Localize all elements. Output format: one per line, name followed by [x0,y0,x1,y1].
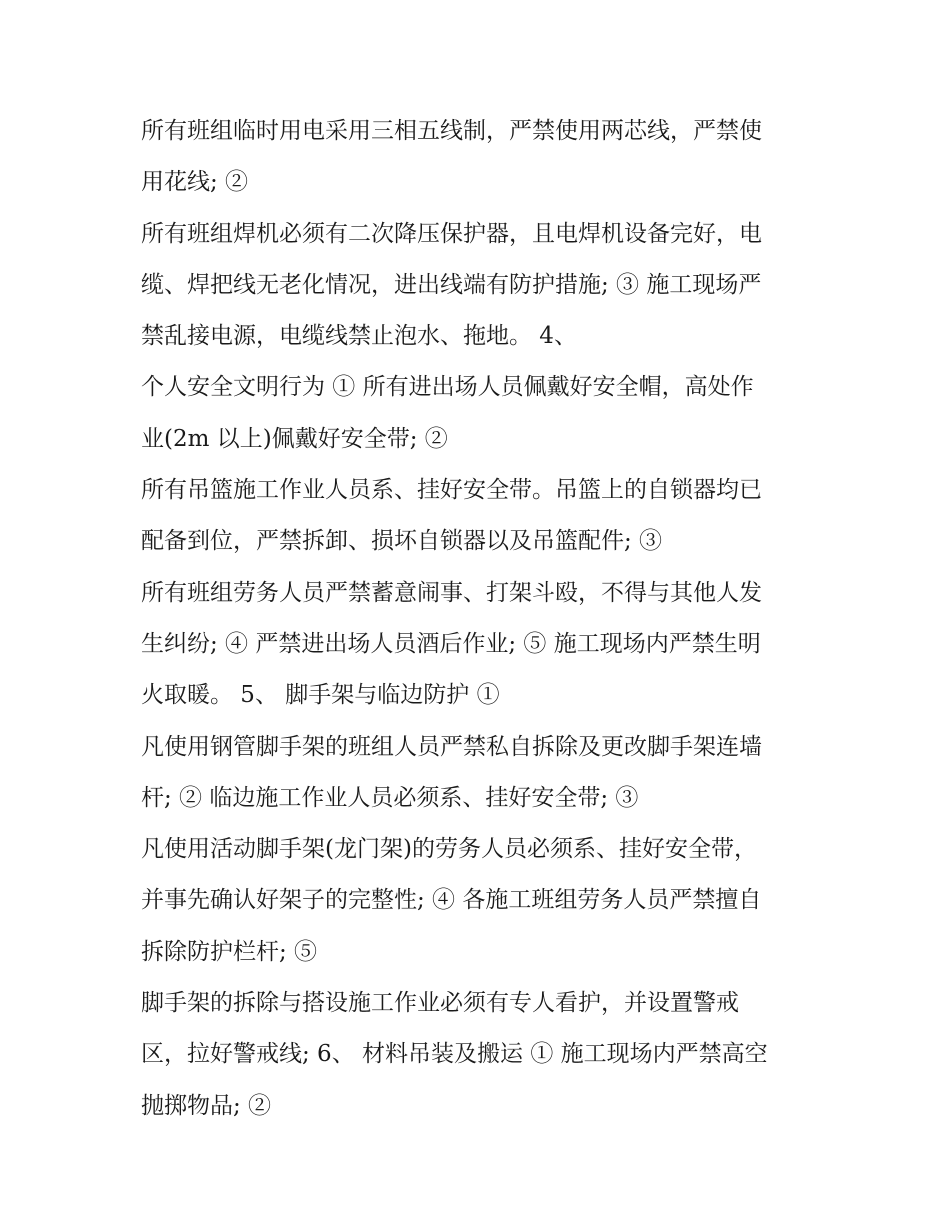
text-line: 抛掷物品; ② [141,1092,272,1119]
text-line: 拆除防护栏杆; ⑤ [141,938,318,965]
text-line: 凡使用活动脚手架(龙门架)的劳务人员必须系、挂好安全带， [141,836,757,863]
text-line: 杆; ② 临边施工作业人员必须系、挂好安全带; ③ [141,784,639,811]
text-line: 区，拉好警戒线; 6、 材料吊装及搬运 ① 施工现场内严禁高空 [141,1041,768,1068]
text-line: 所有班组劳务人员严禁蓄意闹事、打架斗殴，不得与其他人发 [141,579,762,606]
text-line: 所有班组临时用电采用三相五线制，严禁使用两芯线，严禁使 [141,118,762,144]
text-line: 脚手架的拆除与搭设施工作业必须有专人看护，并设置警戒 [141,990,739,1017]
text-line: 凡使用钢管脚手架的班组人员严禁私自拆除及更改脚手架连墙 [141,733,762,760]
text-line: 所有班组焊机必须有二次降压保护器，且电焊机设备完好，电 [141,220,762,247]
text-line: 所有吊篮施工作业人员系、挂好安全带。吊篮上的自锁器均已 [141,477,762,504]
text-line: 火取暖。 5、 脚手架与临边防护 ① [141,682,500,709]
text-line: 缆、焊把线无老化情况，进出线端有防护措施; ③ 施工现场严 [141,271,762,298]
text-line: 个人安全文明行为 ① 所有进出场人员佩戴好安全帽，高处作 [141,374,754,401]
text-line: 用花线; ② [141,169,249,196]
text-line: 禁乱接电源，电缆线禁止泡水、拖地。 4、 [141,323,577,350]
text-line: 并事先确认好架子的完整性; ④ 各施工班组劳务人员严禁擅自 [141,887,762,914]
text-line: 生纠纷; ④ 严禁进出场人员酒后作业; ⑤ 施工现场内严禁生明 [141,630,761,657]
text-line: 业(2m 以上)佩戴好安全带; ② [141,425,448,452]
body-text [141,106,813,1132]
text-line: 配备到位，严禁拆卸、损坏自锁器以及吊篮配件; ③ [141,528,663,555]
